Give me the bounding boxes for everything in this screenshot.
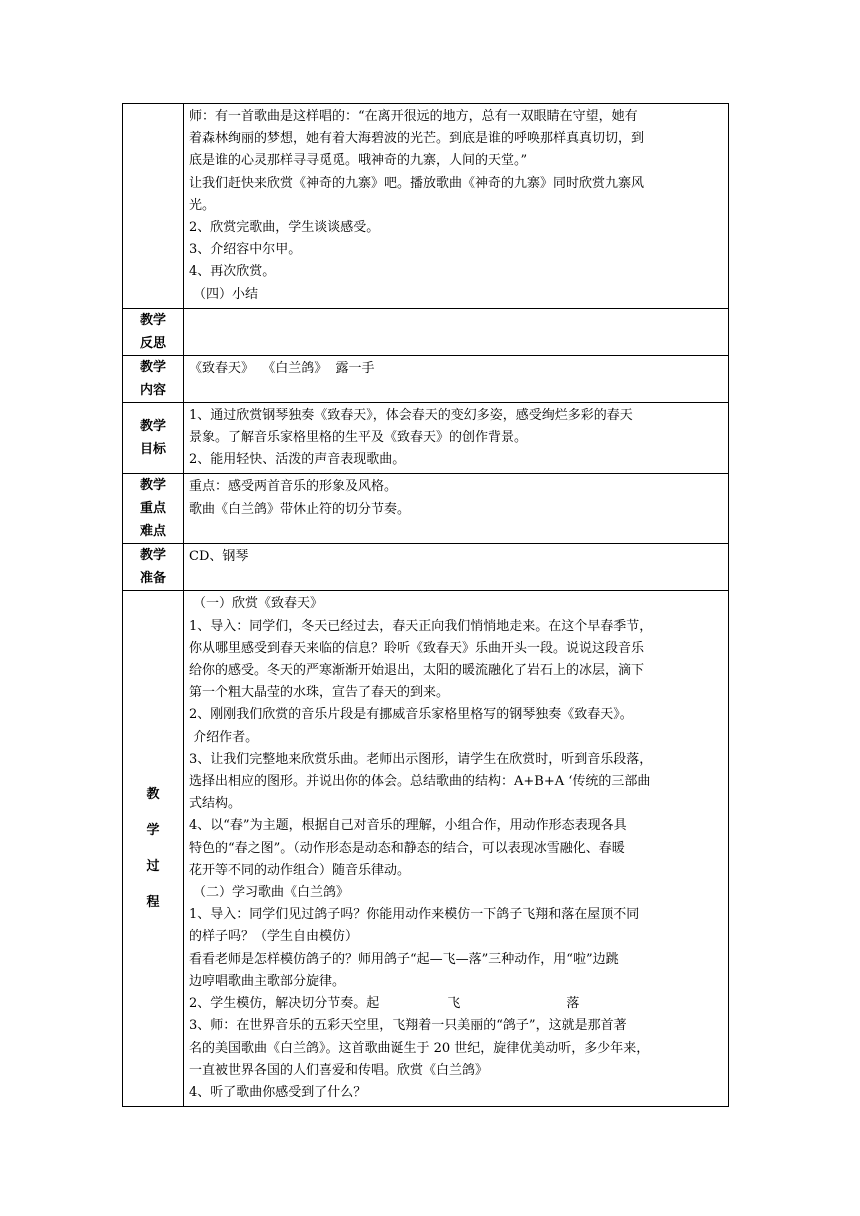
text-line: 介绍作者。	[189, 729, 259, 745]
text-line: 4、再次欣赏。	[189, 264, 276, 280]
row-label-process	[123, 591, 184, 1107]
imitate-line	[189, 993, 723, 1015]
text-line: 式结构。	[189, 796, 242, 812]
text-line: 歌曲《白兰鸽》带休止符的切分节奏。	[189, 501, 411, 517]
text-line: （四）小结	[193, 286, 259, 302]
label-text: 内容	[139, 382, 166, 398]
text-line: （一）欣赏《致春天》	[193, 596, 324, 612]
row-content-content	[184, 355, 729, 402]
text-line: 边哼唱歌曲主歌部分旋律。	[189, 973, 346, 989]
imitate-word-rise: 起	[366, 996, 380, 1012]
label-text: 程	[146, 894, 160, 910]
label-text: 重点	[139, 501, 166, 517]
label-text: 准备	[139, 571, 166, 587]
row-label-key-points	[123, 474, 184, 544]
table-row	[123, 308, 729, 355]
label-text: 教学	[139, 312, 166, 328]
text-line: 2、能用轻快、活泼的声音表现歌曲。	[189, 452, 406, 468]
label-text: 教学	[139, 419, 166, 435]
text-line: 4、听了歌曲你感受到了什么？	[189, 1084, 367, 1100]
row-content-summary	[184, 104, 729, 309]
text-line: 1、导入：同学们，冬天已经过去，春天正向我们悄悄地走来。在这个早春季节，	[189, 618, 653, 634]
label-text: 教学	[139, 478, 166, 494]
text-line: 师：有一首歌曲是这样唱的：“在离开很远的地方，总有一双眼睛在守望，她有	[189, 109, 638, 124]
text-line: 看看老师是怎样模仿鸽子的？师用鸽子“起—飞—落”三种动作，用“啦”边跳	[189, 951, 619, 967]
label-text: 教学	[139, 359, 166, 375]
text-line: 光。	[189, 197, 216, 213]
table-row	[123, 355, 729, 402]
text-line: 景象。了解音乐家格里格的生平及《致春天》的创作背景。	[189, 430, 528, 446]
label-text: 目标	[139, 442, 166, 458]
label-text: 学	[146, 822, 160, 838]
table-row	[123, 474, 729, 544]
label-text: 过	[146, 858, 160, 874]
row-content-goals	[184, 402, 729, 474]
text-line: 2、刚刚我们欣赏的音乐片段是有挪威音乐家格里格写的钢琴独奏《致春天》。	[189, 707, 633, 723]
row-label-goals	[123, 402, 184, 474]
text-line: 《致春天》 《白兰鸽》 露一手	[189, 360, 375, 376]
label-text: 教学	[139, 548, 166, 564]
row-label-preparation	[123, 544, 184, 591]
label-text: 难点	[139, 524, 166, 540]
row-label-content	[123, 355, 184, 402]
text-line: 选择出相应的图形。并说出你的体会。总结歌曲的结构：A+B+A ‘传统的三部曲	[189, 774, 651, 790]
row-content-key-points	[184, 474, 729, 544]
row-label-empty	[123, 104, 184, 309]
label-text: 反思	[139, 335, 166, 351]
text-line: 让我们赶快来欣赏《神奇的九寨》吧。播放歌曲《神奇的九寨》同时欣赏九寨风	[189, 175, 645, 191]
text-line: 特色的“春之图”。（动作形态是动态和静态的结合，可以表现冰雪融化、春暖	[189, 840, 625, 856]
imitate-word-land: 落	[566, 996, 580, 1012]
label-text: 教	[146, 786, 160, 802]
text-line: 第一个粗大晶莹的水珠，宣告了春天的到来。	[189, 685, 450, 701]
lesson-plan-table	[122, 103, 729, 1107]
table-row	[123, 544, 729, 591]
table-row	[123, 591, 729, 1107]
text-line: 你从哪里感受到春天来临的信息？聆听《致春天》乐曲开头一段。说说这段音乐	[189, 640, 645, 656]
text-line: 名的美国歌曲《白兰鸽》。这首歌曲诞生于 20 世纪，旋律优美动听，多少年来，	[189, 1040, 650, 1056]
text-line: 着森林绚丽的梦想，她有着大海碧波的光芒。到底是谁的呼唤那样真真切切，到	[189, 131, 645, 147]
text-line: 花开等不同的动作组合）随音乐律动。	[189, 862, 411, 878]
text-line: 2、欣赏完歌曲，学生谈谈感受。	[189, 220, 380, 236]
text-line: 1、导入：同学们见过鸽子吗？你能用动作来模仿一下鸽子飞翔和落在屋顶不同	[189, 907, 640, 923]
text-line: 4、以“春”为主题，根据自己对音乐的理解，小组合作，用动作形态表现各具	[189, 818, 627, 834]
text-line: 1、通过欣赏钢琴独奏《致春天》，体会春天的变幻多姿，感受绚烂多彩的春天	[189, 407, 633, 423]
row-label-reflection	[123, 308, 184, 355]
imitate-word-fly: 飞	[447, 996, 461, 1012]
text-line: （二）学习歌曲《白兰鸽》	[193, 885, 350, 901]
row-content-preparation	[184, 544, 729, 591]
text-line: 3、师：在世界音乐的五彩天空里，飞翔着一只美丽的“鸽子”，这就是那首著	[189, 1018, 627, 1034]
table-row	[123, 402, 729, 474]
text-line: 的样子吗？（学生自由模仿）	[189, 929, 359, 945]
text-line: 给你的感受。冬天的严寒渐渐开始退出，太阳的暖流融化了岩石上的冰层，滴下	[189, 663, 645, 679]
table-row	[123, 104, 729, 309]
text-line: 重点：感受两首音乐的形象及风格。	[189, 479, 398, 495]
text-line: 底是谁的心灵那样寻寻觅觅。哦神奇的九寨，人间的天堂。”	[189, 153, 528, 169]
imitate-prefix: 2、学生模仿，解决切分节奏。	[189, 996, 367, 1012]
text-line: 3、让我们完整地来欣赏乐曲。老师出示图形，请学生在欣赏时，听到音乐段落，	[189, 751, 653, 767]
row-content-process	[184, 591, 729, 1107]
text-line: CD、钢琴	[189, 549, 249, 565]
text-line: 3、介绍容中尔甲。	[189, 242, 302, 258]
row-content-reflection	[184, 308, 729, 355]
text-line: 一直被世界各国的人们喜爱和传唱。欣赏《白兰鸽》	[189, 1062, 489, 1078]
